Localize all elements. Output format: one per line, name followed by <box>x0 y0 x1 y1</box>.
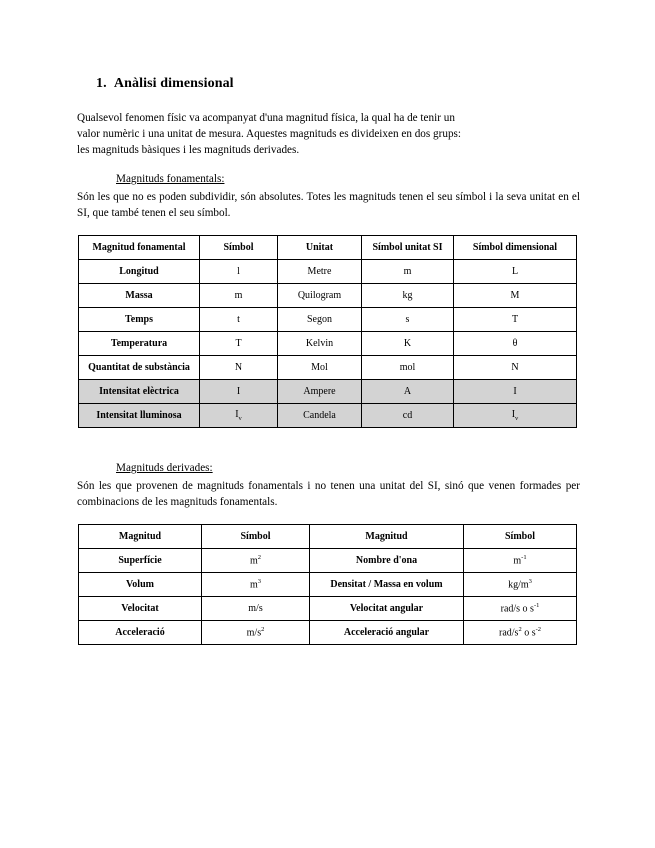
cell-magnitud: Quantitat de substància <box>79 356 200 380</box>
cell-magnitud: Massa <box>79 284 200 308</box>
cell-magnitud: Temps <box>79 308 200 332</box>
cell-simbol-exponent: -1 <box>533 602 540 610</box>
cell-simbol: m/s <box>202 597 310 621</box>
section-title: Anàlisi dimensional <box>113 76 234 91</box>
cell-magnitud: Intensitat lluminosa <box>79 404 200 428</box>
header-simbol: Símbol <box>202 525 310 549</box>
intro-paragraph <box>77 110 517 159</box>
cell-simbol <box>464 597 577 621</box>
header-simbol-dimensional: Símbol dimensional <box>454 236 577 260</box>
cell-unitat: Candela <box>278 404 362 428</box>
cell-magnitud: Velocitat angular <box>310 597 464 621</box>
cell-simbol-exponent: -1 <box>521 554 527 562</box>
table-row <box>79 597 577 621</box>
cell-magnitud: Volum <box>79 573 202 597</box>
fundamental-heading: Magnituds fonamentals: <box>116 173 225 185</box>
cell-dimensional: θ <box>454 332 577 356</box>
cell-simbol-exponent: 3 <box>528 578 532 586</box>
cell-simbol <box>464 573 577 597</box>
cell-simbol-si: K <box>362 332 454 356</box>
derived-heading: Magnituds derivades: <box>116 462 213 474</box>
cell-unitat: Quilogram <box>278 284 362 308</box>
cell-simbol: l <box>200 260 278 284</box>
cell-magnitud: Intensitat elèctrica <box>79 380 200 404</box>
header-simbol: Símbol <box>200 236 278 260</box>
fundamental-table <box>78 235 577 428</box>
cell-simbol-base: rad/s <box>498 627 519 639</box>
table-row <box>79 621 577 645</box>
intro-line: Qualsevol fenomen físic va acompanyat d'una magnitud física, la qual ha de tenir un <box>77 112 455 124</box>
cell-dimensional: I <box>454 380 577 404</box>
cell-unitat: Segon <box>278 308 362 332</box>
table-row <box>79 260 577 284</box>
derived-table <box>78 524 577 645</box>
cell-simbol-base: m <box>513 555 522 567</box>
cell-magnitud: Densitat / Massa en volum <box>310 573 464 597</box>
intro-line: les magnituds bàsiques i les magnituds derivades. <box>77 144 300 157</box>
cell-simbol-exponent: 2 <box>261 626 265 634</box>
cell-magnitud: Nombre d'ona <box>310 549 464 573</box>
fundamental-description: Són les que no es poden subdividir, són absolutes. Totes les magnituds tenen el seu símbol i la seva unitat en el SI, que també tenen el seu símbol. <box>77 191 580 220</box>
cell-simbol-base: kg/m <box>508 579 529 591</box>
header-magnitud-fonamental: Magnitud fonamental <box>79 236 200 260</box>
header-unitat: Unitat <box>278 236 362 260</box>
cell-simbol-base: m <box>249 579 258 591</box>
cell-simbol-exponent: 2 <box>518 626 522 634</box>
derived-description: Són les que provenen de magnituds fonamentals i no tenen una unitat del SI, sinó que venen formades per combinacions de les magnituds fonamentals. <box>77 480 580 509</box>
table-row <box>79 380 577 404</box>
cell-magnitud: Longitud <box>79 260 200 284</box>
cell-magnitud: Acceleració angular <box>310 621 464 645</box>
cell-simbol-si: kg <box>362 284 454 308</box>
cell-dimensional: M <box>454 284 577 308</box>
cell-unitat: Mol <box>278 356 362 380</box>
cell-simbol: T <box>200 332 278 356</box>
cell-simbol <box>464 549 577 573</box>
cell-dimensional: T <box>454 308 577 332</box>
cell-simbol: m <box>200 284 278 308</box>
header-magnitud: Magnitud <box>79 525 202 549</box>
section-heading <box>96 76 234 92</box>
cell-unitat: Metre <box>278 260 362 284</box>
cell-simbol: t <box>200 308 278 332</box>
cell-simbol <box>202 549 310 573</box>
cell-simbol-exponent: 3 <box>257 578 262 586</box>
cell-simbol-exponent: -2 <box>535 626 542 634</box>
cell-simbol-base: rad/s o s <box>500 603 534 615</box>
cell-simbol-si: s <box>362 308 454 332</box>
cell-simbol-si: cd <box>362 404 454 428</box>
cell-simbol-subscript: v <box>238 415 242 422</box>
cell-simbol <box>202 621 310 645</box>
cell-magnitud: Velocitat <box>79 597 202 621</box>
cell-simbol-tail: o s <box>521 627 536 639</box>
cell-simbol-si: m <box>362 260 454 284</box>
table-row <box>79 332 577 356</box>
cell-simbol-si: mol <box>362 356 454 380</box>
cell-magnitud: Acceleració <box>79 621 202 645</box>
cell-simbol-si: A <box>362 380 454 404</box>
table-row <box>79 404 577 428</box>
cell-simbol <box>202 573 310 597</box>
section-number: 1. <box>96 76 107 91</box>
cell-magnitud: Temperatura <box>79 332 200 356</box>
cell-simbol <box>200 404 278 428</box>
table-row <box>79 308 577 332</box>
table-row <box>79 356 577 380</box>
cell-dimensional: N <box>454 356 577 380</box>
cell-simbol: I <box>200 380 278 404</box>
table-row <box>79 573 577 597</box>
cell-unitat: Kelvin <box>278 332 362 356</box>
cell-simbol-base: m/s <box>246 627 262 639</box>
cell-simbol-base: m <box>249 555 258 567</box>
header-simbol-unitat-si: Símbol unitat SI <box>362 236 454 260</box>
cell-dimensional <box>454 404 577 428</box>
cell-magnitud: Superfície <box>79 549 202 573</box>
intro-line: valor numèric i una unitat de mesura. Aquestes magnituds es divideixen en dos grups: <box>77 128 462 141</box>
header-magnitud: Magnitud <box>310 525 464 549</box>
header-simbol: Símbol <box>464 525 577 549</box>
cell-unitat: Ampere <box>278 380 362 404</box>
cell-dimensional-subscript: v <box>515 415 519 422</box>
cell-simbol-base: I <box>235 409 239 420</box>
table-row <box>79 549 577 573</box>
cell-simbol: N <box>200 356 278 380</box>
cell-dimensional: L <box>454 260 577 284</box>
cell-dimensional-base: I <box>511 409 516 420</box>
table-row <box>79 284 577 308</box>
cell-simbol <box>464 621 577 645</box>
cell-simbol-exponent: 2 <box>257 554 262 562</box>
